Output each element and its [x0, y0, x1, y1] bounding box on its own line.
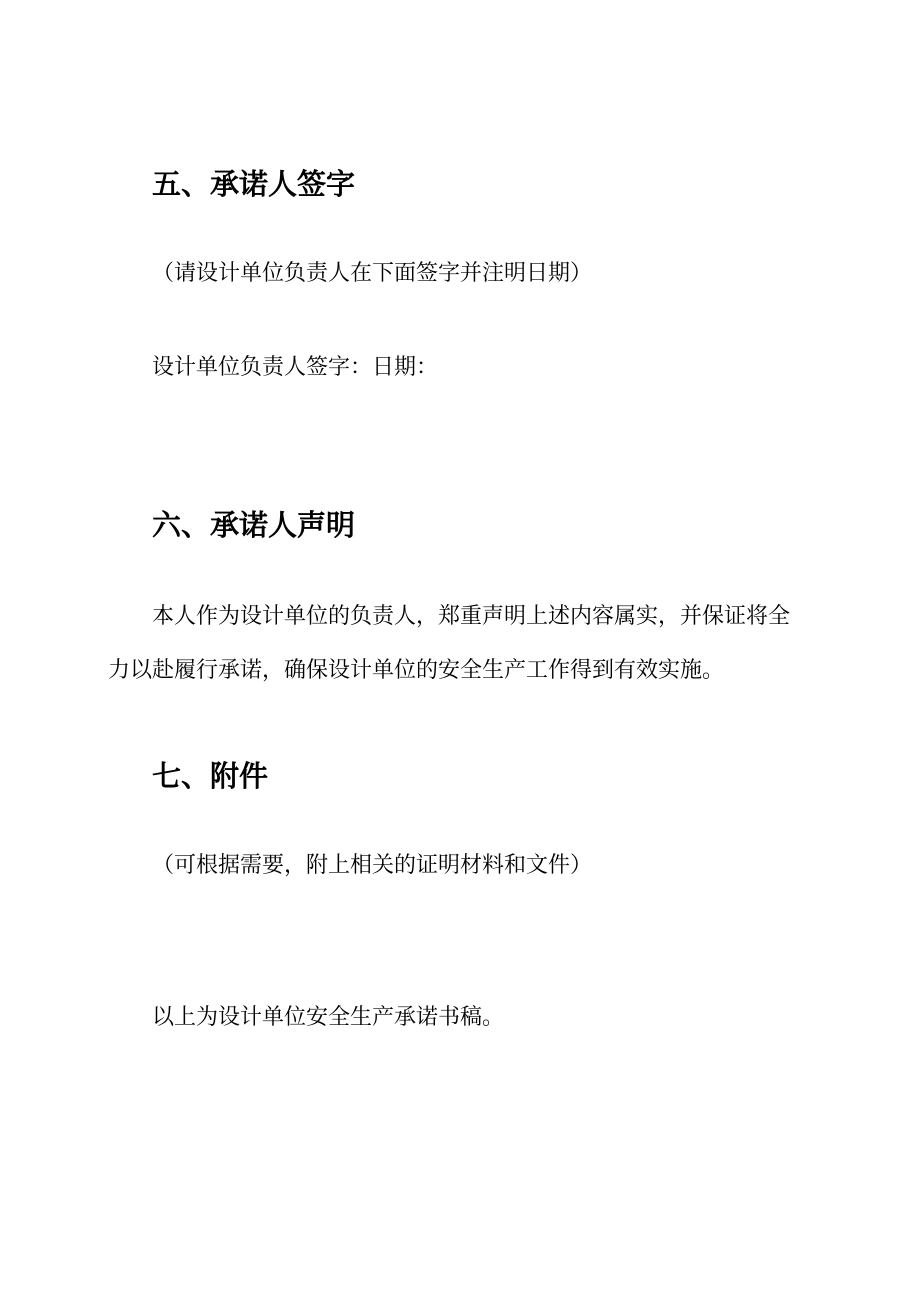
signature-line: 设计单位负责人签字：日期： — [152, 355, 439, 380]
section-5-note: （请设计单位负责人在下面签字并注明日期） — [152, 261, 593, 286]
section-7-heading: 七、附件 — [152, 759, 269, 793]
closing-line: 以上为设计单位安全生产承诺书稿。 — [152, 1005, 505, 1030]
declaration-paragraph: 本人作为设计单位的负责人，郑重声明上述内容属实，并保证将全力以赴履行承诺，确保设计单位的安全生产工作得到有效实施。 — [108, 604, 791, 683]
section-7-note: （可根据需要，附上相关的证明材料和文件） — [152, 853, 593, 878]
section-6-heading: 六、承诺人声明 — [152, 508, 356, 542]
section-5-heading: 五、承诺人签字 — [152, 167, 356, 201]
